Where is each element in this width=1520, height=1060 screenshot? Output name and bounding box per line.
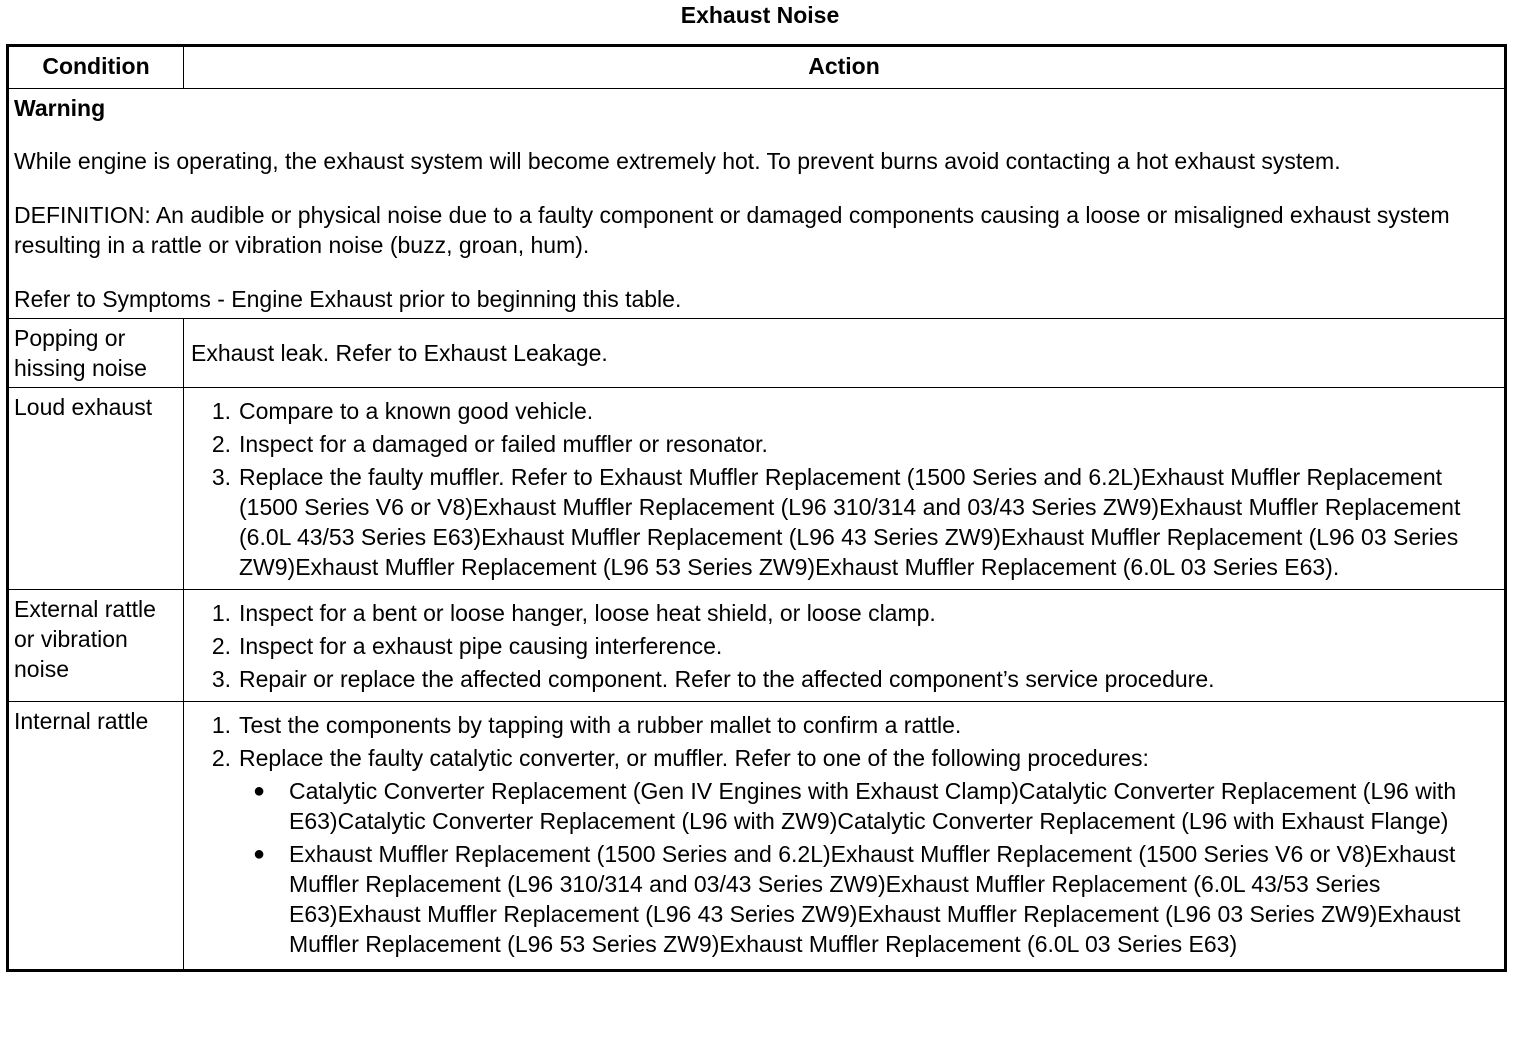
step-number: 1. (211, 600, 231, 626)
step-number: 2. (211, 431, 231, 457)
step-number: 2. (211, 633, 231, 659)
intro-row (8, 89, 1506, 319)
step-text: Compare to a known good vehicle. (239, 398, 594, 424)
step-number: 3. (211, 464, 231, 490)
step-text: Test the components by tapping with a rubber mallet to confirm a rattle. (239, 712, 962, 738)
step-text: Repair or replace the affected component. Refer to the affected component’s service procedure. (239, 666, 1215, 692)
step-list (189, 396, 1500, 582)
procedure-item (239, 839, 1500, 959)
step-text: Replace the faulty muffler. Refer to Exhaust Muffler Replacement (1500 Series and 6.2L)Exhaust Muffler Replacement (1500 Series V6 or V8)Exhaust Muffler Replacement (L96 310/314 and 03/43 Series ZW9)Exhaust Muffler Replacement (6.0L 43/53 Series E63)Exhaust Muffler Replacement (L96 43 Series ZW9)Exhaust Muffler Replacement (L96 03 Series ZW9)Exhaust Muffler Replacement (L96 53 Series ZW9)Exhaust Muffler Replacement (6.0L 03 Series E63). (239, 464, 1461, 580)
condition-cell: Internal rattle (8, 702, 184, 971)
step-item (189, 396, 1500, 426)
action-cell (184, 388, 1506, 590)
step-item (189, 598, 1500, 628)
bullet-icon: ● (253, 780, 266, 802)
diagnostic-table (6, 44, 1507, 972)
table-row (8, 702, 1506, 971)
step-item (189, 710, 1500, 740)
definition-text: DEFINITION: An audible or physical noise due to a faulty component or damaged components causing a loose or misaligned exhaust system resulting in a rattle or vibration noise (buzz, groan, hum). (14, 202, 1450, 258)
step-number: 1. (211, 398, 231, 424)
step-item (189, 462, 1500, 582)
procedure-text: Catalytic Converter Replacement (Gen IV Engines with Exhaust Clamp)Catalytic Converter Replacement (L96 with E63)Catalytic Converter Replacement (L96 with ZW9)Catalytic Converter Replacement (L96 with Exhaust Flange) (289, 778, 1457, 834)
warning-heading: Warning (14, 95, 106, 121)
step-item (189, 429, 1500, 459)
procedure-text: Exhaust Muffler Replacement (1500 Series and 6.2L)Exhaust Muffler Replacement (1500 Series V6 or V8)Exhaust Muffler Replacement (L96 310/314 and 03/43 Series ZW9)Exhaust Muffler Replacement (6.0L 43/53 Series E63)Exhaust Muffler Replacement (L96 43 Series ZW9)Exhaust Muffler Replacement (L96 03 Series ZW9)Exhaust Muffler Replacement (L96 53 Series ZW9)Exhaust Muffler Replacement (6.0L 03 Series E63) (289, 841, 1461, 957)
action-cell: Exhaust leak. Refer to Exhaust Leakage. (184, 319, 1506, 388)
condition-cell: Loud exhaust (8, 388, 184, 590)
action-column-header: Action (184, 46, 1506, 89)
page-title: Exhaust Noise (680, 2, 840, 28)
table-row (8, 388, 1506, 590)
step-number: 1. (211, 712, 231, 738)
table-row (8, 319, 1506, 388)
step-item (189, 743, 1500, 962)
step-list (189, 598, 1500, 694)
bullet-icon: ● (253, 843, 266, 865)
intro-cell (8, 89, 1506, 319)
step-text: Inspect for a bent or loose hanger, loose heat shield, or loose clamp. (239, 600, 936, 626)
step-text: Inspect for a exhaust pipe causing interference. (239, 633, 723, 659)
action-cell (184, 590, 1506, 702)
condition-cell: External rattle or vibration noise (8, 590, 184, 702)
step-item (189, 631, 1500, 661)
step-number: 3. (211, 666, 231, 692)
table-header-row (8, 46, 1506, 89)
step-item (189, 664, 1500, 694)
step-text: Replace the faulty catalytic converter, or muffler. Refer to one of the following procedures: (239, 745, 1149, 771)
procedure-list (189, 776, 1500, 962)
action-cell (184, 702, 1506, 971)
condition-cell: Popping or hissing noise (8, 319, 184, 388)
table-row (8, 590, 1506, 702)
step-text: Inspect for a damaged or failed muffler or resonator. (239, 431, 768, 457)
warning-text: While engine is operating, the exhaust system will become extremely hot. To prevent burns avoid contacting a hot exhaust system. (14, 148, 1341, 174)
refer-text: Refer to Symptoms - Engine Exhaust prior to beginning this table. (14, 286, 682, 312)
step-number: 2. (211, 745, 231, 771)
procedure-item (239, 776, 1500, 836)
step-list (189, 710, 1500, 962)
condition-column-header: Condition (8, 46, 184, 89)
